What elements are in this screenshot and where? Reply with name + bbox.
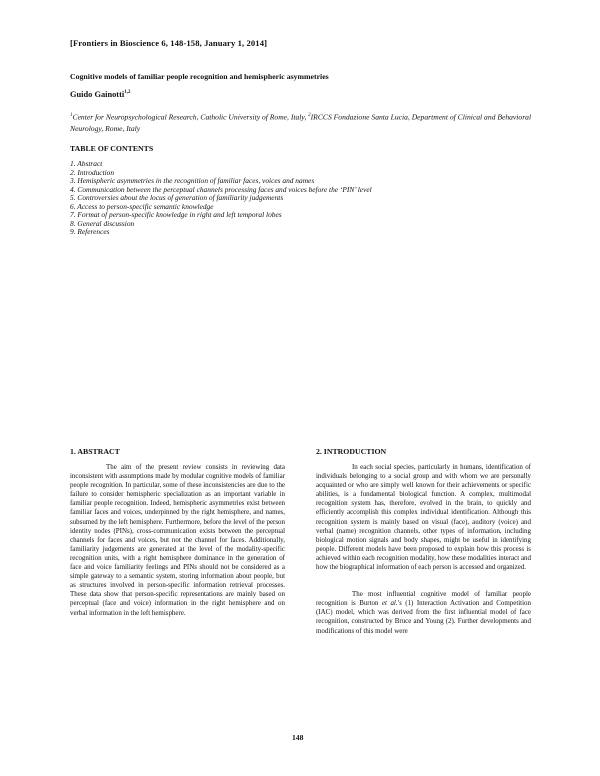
page-number: 148	[292, 733, 304, 742]
toc-item-hemispheric-asymmetries[interactable]: 3. Hemispheric asymmetries in the recognition of familiar faces, voices and names	[70, 176, 315, 185]
affiliation-1-mark: 1	[70, 113, 73, 118]
author-name: Guido Gainotti	[70, 90, 125, 99]
introduction-heading: 2. INTRODUCTION	[316, 447, 387, 456]
introduction-paragraph-1: In each social species, particularly in humans, identification of individuals belonging to a social group and with whom we are personally acquainted or who are simply well known for their achievements or specific abilities, is a fundamental biological function. A complex, multimodal recognition system has, therefore, evolved in the brain, to quickly and efficiently accomplish this complex individual identification. Although this recognition system is mainly based on visual (face), auditory (voice) and verbal (name) recognition channels, other types of information, including biological motion signals and body shapes, might be useful in identifying people. Different models have been proposed to explain how this process is achieved within each recognition modality, how these modalities interact and how the biographical information of each person is accessed and organized.	[316, 463, 531, 572]
toc-item-communication[interactable]: 4. Communication between the perceptual channels processing faces and voices before the ‘PIN’ level	[70, 184, 372, 194]
toc-item-introduction[interactable]: 2. Introduction	[70, 167, 115, 177]
introduction-column	[316, 463, 531, 636]
abstract-paragraph: The aim of the present review consists in reviewing data inconsistent with assumptions made by modular cognitive models of familiar people recognition. In particular, some of these inconsistencies are due to the failure to consider hemispheric specialization as an important variable in familiar people recognition. Indeed, hemispheric asymmetries exist between familiar faces and voices, underpinned by the right hemisphere, and names, subsumed by the left hemisphere. Furthermore, before the level of the person identity nodes (PINs), cross-communication exists between the perceptual channels for faces and voices, but not the channel for faces. Additionally, familiarity judgements are generated at the level of the modality-specific recognition units, with a right hemisphere dominance in the generation of face and voice familiarity feelings and PINs should not be considered as a simple gateway to a semantic system, storing information about people, but as structures involved in person-specific information retrieval processes. These data show that person-specific representations are mainly based on perceptual (face and voice) information in the right hemisphere and on verbal information in the left hemisphere.	[70, 463, 285, 617]
author-line	[70, 90, 130, 99]
toc-item-format-knowledge[interactable]: 7. Format of person-specific knowledge in right and left temporal lobes	[70, 210, 282, 219]
toc-heading: TABLE OF CONTENTS	[70, 144, 154, 153]
affiliation-2-mark: 2	[308, 113, 311, 118]
affiliation-1-text: Center for Neuropsychological Research, Catholic University of Rome, Italy,	[72, 112, 309, 122]
affiliation-2-text: IRCCS Fondazione Santa Lucia, Department of Clinical and Behavioral Neurology, Rome, Italy	[70, 112, 532, 133]
introduction-paragraph-2	[316, 590, 531, 635]
toc-item-general-discussion[interactable]: 8. General discussion	[70, 218, 135, 228]
intro-p2-start: The most influential cognitive model of familiar people recognition is Burton	[316, 590, 531, 608]
toc-item-abstract[interactable]: 1. Abstract	[70, 159, 103, 168]
toc-item-references[interactable]: 9. References	[70, 227, 110, 236]
article-title: Cognitive models of familiar people recognition and hemispheric asymmetries	[70, 72, 329, 81]
table-of-contents	[70, 160, 372, 237]
journal-header: [Frontiers in Bioscience 6, 148-158, January 1, 2014]	[70, 38, 268, 48]
abstract-column	[70, 463, 285, 618]
affiliations	[70, 110, 550, 134]
author-affiliation-marks: 1,2	[124, 90, 131, 96]
toc-item-controversies[interactable]: 5. Controversies about the locus of generation of familiarity judgements	[70, 193, 284, 202]
intro-p2-etal: et al.'s	[381, 599, 402, 608]
toc-item-semantic-knowledge[interactable]: 6. Access to person-specific semantic knowledge	[70, 201, 214, 211]
abstract-heading: 1. ABSTRACT	[70, 447, 120, 456]
intro-p2-rest: (1) Interaction Activation and Competition (IAC) model, which was derived from the first influential model of face recognition, constructed by Bruce and Young (2). Further developments and modifications of this model were	[316, 599, 531, 635]
